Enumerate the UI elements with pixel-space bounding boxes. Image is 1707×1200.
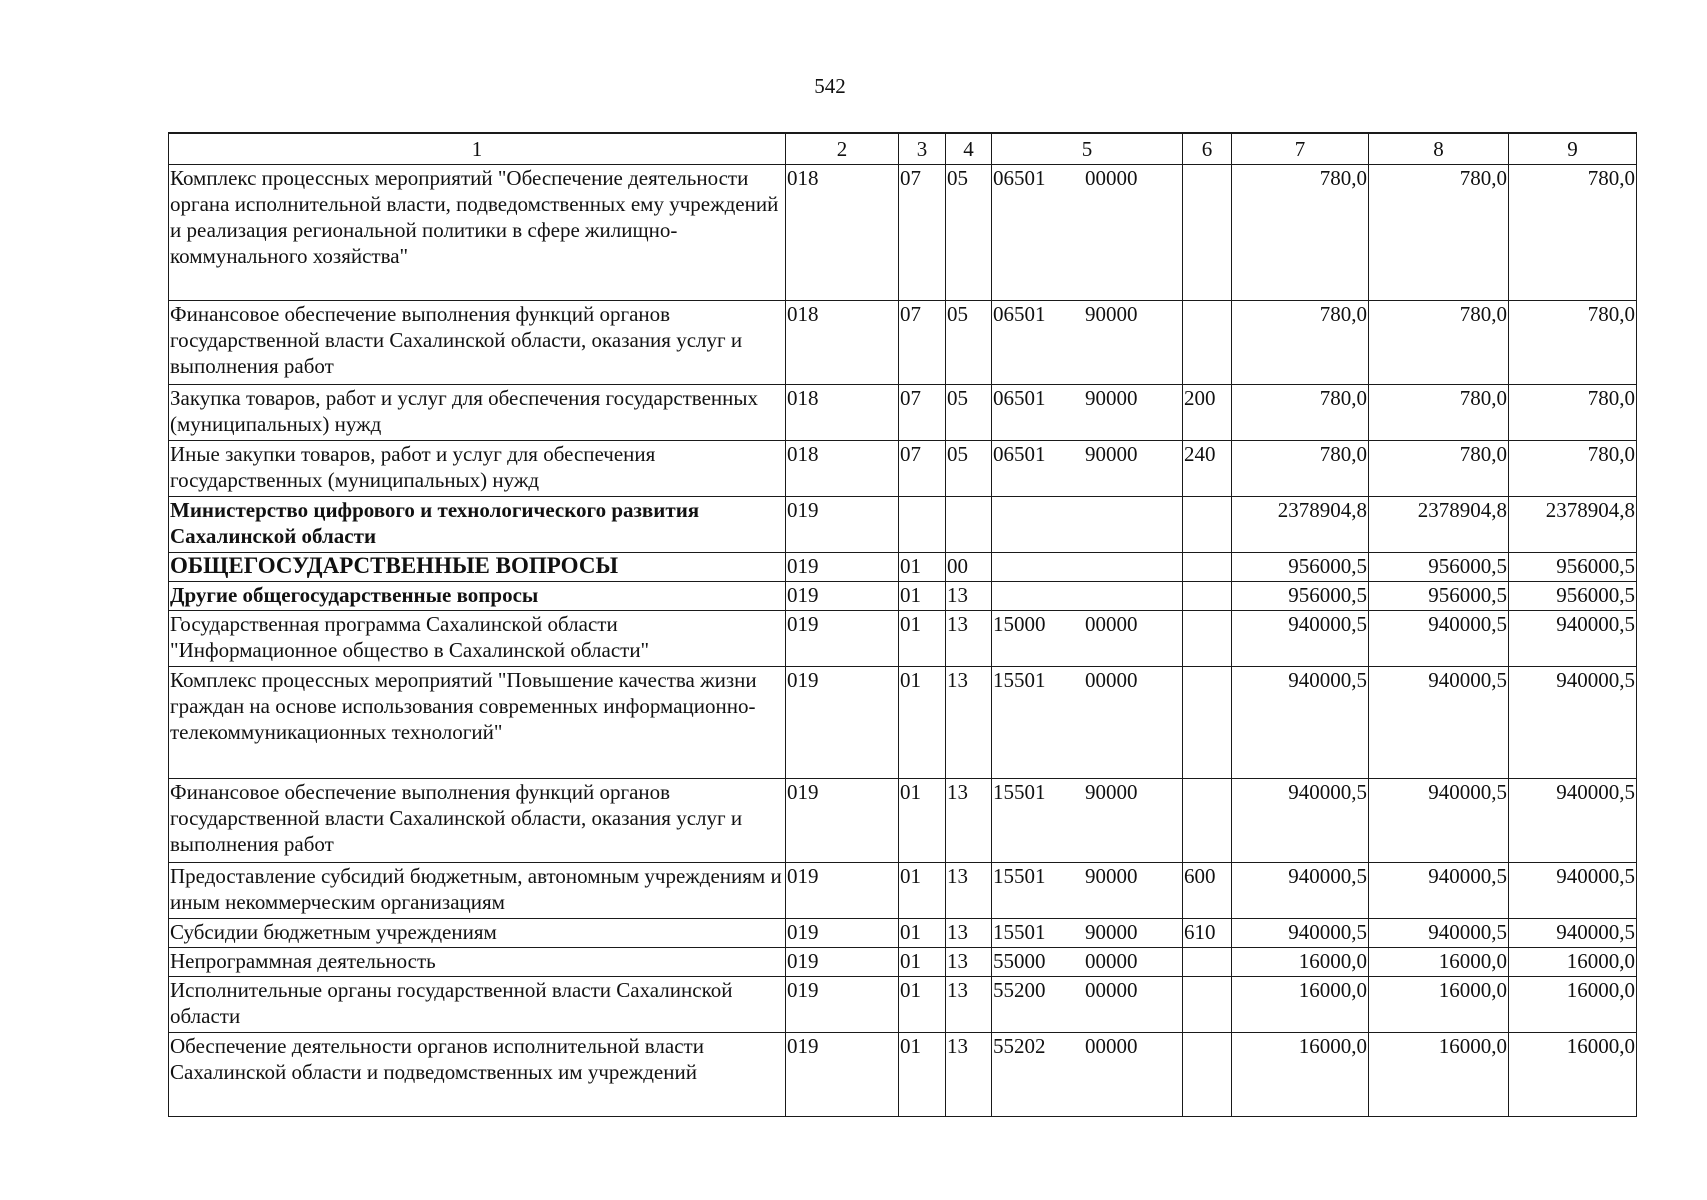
column-header: 1: [169, 133, 786, 165]
column-header: 5: [992, 133, 1183, 165]
admin-code-cell: 019: [786, 1033, 899, 1117]
table-row: [169, 497, 1637, 553]
amount-col8-cell: 956000,5: [1369, 582, 1509, 611]
subsection-code-cell: 05: [946, 165, 992, 301]
row-name-cell: Предоставление субсидий бюджетным, автономным учреждениям и иным некоммерческим организациям: [169, 863, 786, 919]
row-name-cell: Министерство цифрового и технологического развития Сахалинской области: [169, 497, 786, 553]
row-name-cell: ОБЩЕГОСУДАРСТВЕННЫЕ ВОПРОСЫ: [169, 553, 786, 582]
amount-col9-cell: 956000,5: [1509, 582, 1637, 611]
subsection-code-cell: 00: [946, 553, 992, 582]
admin-code-cell: 019: [786, 667, 899, 779]
amount-col7-cell: 940000,5: [1232, 667, 1369, 779]
subsection-code-cell: 13: [946, 1033, 992, 1117]
direction-code: 90000: [1085, 920, 1138, 944]
direction-code: 00000: [1085, 978, 1138, 1002]
row-name-cell: Обеспечение деятельности органов исполнительной власти Сахалинской области и подведомственных им учреждений: [169, 1033, 786, 1117]
column-header: 2: [786, 133, 899, 165]
expense-type-cell: [1183, 301, 1232, 385]
amount-col7-cell: 940000,5: [1232, 779, 1369, 863]
amount-col8-cell: 940000,5: [1369, 919, 1509, 948]
target-article-cell: [992, 301, 1183, 385]
column-header: 9: [1509, 133, 1637, 165]
expense-type-cell: 200: [1183, 385, 1232, 441]
page-number: 542: [814, 74, 846, 98]
admin-code-cell: 018: [786, 301, 899, 385]
direction-code: 90000: [1085, 864, 1138, 888]
amount-col8-cell: 16000,0: [1369, 948, 1509, 977]
program-code: 06501: [993, 302, 1046, 326]
amount-col7-cell: 956000,5: [1232, 582, 1369, 611]
amount-col7-cell: 780,0: [1232, 165, 1369, 301]
section-code-cell: 01: [899, 582, 946, 611]
subsection-code-cell: [946, 497, 992, 553]
amount-col7-cell: 780,0: [1232, 301, 1369, 385]
section-code-cell: 07: [899, 441, 946, 497]
amount-col9-cell: 940000,5: [1509, 863, 1637, 919]
amount-col9-cell: 940000,5: [1509, 611, 1637, 667]
program-code: 15501: [993, 920, 1046, 944]
amount-col9-cell: 780,0: [1509, 385, 1637, 441]
direction-code: 00000: [1085, 166, 1138, 190]
row-name-cell: Иные закупки товаров, работ и услуг для обеспечения государственных (муниципальных) нужд: [169, 441, 786, 497]
subsection-code-cell: 13: [946, 582, 992, 611]
program-code: 15501: [993, 864, 1046, 888]
target-article-cell: [992, 553, 1183, 582]
expense-type-cell: 240: [1183, 441, 1232, 497]
table-row: [169, 441, 1637, 497]
amount-col9-cell: 780,0: [1509, 441, 1637, 497]
row-name-cell: Финансовое обеспечение выполнения функций органов государственной власти Сахалинской области, оказания услуг и выполнения работ: [169, 779, 786, 863]
amount-col7-cell: 940000,5: [1232, 863, 1369, 919]
target-article-cell: [992, 611, 1183, 667]
section-code-cell: 01: [899, 553, 946, 582]
admin-code-cell: 019: [786, 919, 899, 948]
amount-col9-cell: 956000,5: [1509, 553, 1637, 582]
header-row: [169, 133, 1637, 165]
section-code-cell: 01: [899, 977, 946, 1033]
table-row: [169, 611, 1637, 667]
program-code: 15501: [993, 668, 1046, 692]
direction-code: 90000: [1085, 780, 1138, 804]
section-code-cell: 07: [899, 165, 946, 301]
amount-col9-cell: 780,0: [1509, 165, 1637, 301]
expense-type-cell: [1183, 553, 1232, 582]
target-article-cell: [992, 1033, 1183, 1117]
subsection-code-cell: 05: [946, 301, 992, 385]
target-article-cell: [992, 497, 1183, 553]
admin-code-cell: 018: [786, 165, 899, 301]
section-code-cell: 01: [899, 863, 946, 919]
admin-code-cell: 019: [786, 948, 899, 977]
table-row: [169, 582, 1637, 611]
admin-code-cell: 019: [786, 497, 899, 553]
table-row: [169, 553, 1637, 582]
subsection-code-cell: 13: [946, 919, 992, 948]
table-row: [169, 863, 1637, 919]
expense-type-cell: [1183, 611, 1232, 667]
amount-col7-cell: 780,0: [1232, 441, 1369, 497]
table-row: [169, 1033, 1637, 1117]
column-header: 6: [1183, 133, 1232, 165]
amount-col9-cell: 780,0: [1509, 301, 1637, 385]
amount-col9-cell: 940000,5: [1509, 919, 1637, 948]
program-code: 55202: [993, 1034, 1046, 1058]
program-code: 55200: [993, 978, 1046, 1002]
target-article-cell: [992, 667, 1183, 779]
target-article-cell: [992, 919, 1183, 948]
section-code-cell: 01: [899, 611, 946, 667]
amount-col9-cell: 16000,0: [1509, 977, 1637, 1033]
amount-col7-cell: 956000,5: [1232, 553, 1369, 582]
target-article-cell: [992, 863, 1183, 919]
expense-type-cell: [1183, 582, 1232, 611]
subsection-code-cell: 13: [946, 779, 992, 863]
expense-type-cell: 610: [1183, 919, 1232, 948]
amount-col7-cell: 2378904,8: [1232, 497, 1369, 553]
amount-col7-cell: 940000,5: [1232, 919, 1369, 948]
direction-code: 00000: [1085, 949, 1138, 973]
admin-code-cell: 019: [786, 863, 899, 919]
subsection-code-cell: 05: [946, 441, 992, 497]
column-header: 8: [1369, 133, 1509, 165]
amount-col8-cell: 780,0: [1369, 385, 1509, 441]
amount-col8-cell: 780,0: [1369, 165, 1509, 301]
row-name-cell: Закупка товаров, работ и услуг для обеспечения государственных (муниципальных) нужд: [169, 385, 786, 441]
table-row: [169, 779, 1637, 863]
direction-code: 90000: [1085, 442, 1138, 466]
amount-col7-cell: 16000,0: [1232, 1033, 1369, 1117]
direction-code: 00000: [1085, 668, 1138, 692]
target-article-cell: [992, 165, 1183, 301]
program-code: 55000: [993, 949, 1046, 973]
table-row: [169, 385, 1637, 441]
admin-code-cell: 019: [786, 977, 899, 1033]
table-row: [169, 301, 1637, 385]
subsection-code-cell: 13: [946, 948, 992, 977]
row-name-cell: Субсидии бюджетным учреждениям: [169, 919, 786, 948]
amount-col8-cell: 940000,5: [1369, 779, 1509, 863]
direction-code: 90000: [1085, 302, 1138, 326]
amount-col7-cell: 940000,5: [1232, 611, 1369, 667]
section-code-cell: 07: [899, 385, 946, 441]
admin-code-cell: 019: [786, 553, 899, 582]
amount-col8-cell: 940000,5: [1369, 611, 1509, 667]
amount-col9-cell: 940000,5: [1509, 779, 1637, 863]
program-code: 15501: [993, 780, 1046, 804]
table-row: [169, 948, 1637, 977]
section-code-cell: 01: [899, 919, 946, 948]
admin-code-cell: 019: [786, 779, 899, 863]
direction-code: 90000: [1085, 386, 1138, 410]
row-name-cell: Другие общегосударственные вопросы: [169, 582, 786, 611]
table-row: [169, 977, 1637, 1033]
row-name-cell: Комплекс процессных мероприятий "Повышение качества жизни граждан на основе использования современных информационно-телекоммуникационных технологий": [169, 667, 786, 779]
amount-col9-cell: 16000,0: [1509, 1033, 1637, 1117]
amount-col8-cell: 780,0: [1369, 301, 1509, 385]
admin-code-cell: 019: [786, 611, 899, 667]
expense-type-cell: [1183, 779, 1232, 863]
admin-code-cell: 018: [786, 385, 899, 441]
amount-col9-cell: 940000,5: [1509, 667, 1637, 779]
amount-col8-cell: 956000,5: [1369, 553, 1509, 582]
expense-type-cell: [1183, 948, 1232, 977]
expense-type-cell: [1183, 1033, 1232, 1117]
expense-type-cell: [1183, 977, 1232, 1033]
subsection-code-cell: 13: [946, 667, 992, 779]
table-row: [169, 667, 1637, 779]
column-header: 4: [946, 133, 992, 165]
amount-col8-cell: 2378904,8: [1369, 497, 1509, 553]
admin-code-cell: 019: [786, 582, 899, 611]
target-article-cell: [992, 582, 1183, 611]
row-name-cell: Непрограммная деятельность: [169, 948, 786, 977]
table-row: [169, 165, 1637, 301]
amount-col7-cell: 780,0: [1232, 385, 1369, 441]
direction-code: 00000: [1085, 612, 1138, 636]
section-code-cell: 01: [899, 1033, 946, 1117]
expense-type-cell: [1183, 497, 1232, 553]
expense-type-cell: [1183, 165, 1232, 301]
section-code-cell: 01: [899, 779, 946, 863]
program-code: 15000: [993, 612, 1046, 636]
section-code-cell: 07: [899, 301, 946, 385]
table-row: [169, 919, 1637, 948]
row-name-cell: Комплекс процессных мероприятий "Обеспечение деятельности органа исполнительной власти, подведомственных ему учреждений и реализация региональной политики в сфере жилищно-коммунального хозяйства": [169, 165, 786, 301]
subsection-code-cell: 13: [946, 863, 992, 919]
amount-col8-cell: 780,0: [1369, 441, 1509, 497]
expense-type-cell: [1183, 667, 1232, 779]
amount-col7-cell: 16000,0: [1232, 948, 1369, 977]
target-article-cell: [992, 779, 1183, 863]
direction-code: 00000: [1085, 1034, 1138, 1058]
target-article-cell: [992, 977, 1183, 1033]
program-code: 06501: [993, 442, 1046, 466]
target-article-cell: [992, 385, 1183, 441]
table-body: [169, 165, 1637, 1117]
program-code: 06501: [993, 386, 1046, 410]
amount-col9-cell: 2378904,8: [1509, 497, 1637, 553]
column-header: 7: [1232, 133, 1369, 165]
target-article-cell: [992, 441, 1183, 497]
subsection-code-cell: 13: [946, 977, 992, 1033]
expense-type-cell: 600: [1183, 863, 1232, 919]
row-name-cell: Государственная программа Сахалинской области "Информационное общество в Сахалинской области": [169, 611, 786, 667]
section-code-cell: 01: [899, 667, 946, 779]
target-article-cell: [992, 948, 1183, 977]
column-header: 3: [899, 133, 946, 165]
amount-col9-cell: 16000,0: [1509, 948, 1637, 977]
budget-table: [168, 132, 1637, 1117]
subsection-code-cell: 13: [946, 611, 992, 667]
amount-col8-cell: 940000,5: [1369, 863, 1509, 919]
amount-col7-cell: 16000,0: [1232, 977, 1369, 1033]
program-code: 06501: [993, 166, 1046, 190]
amount-col8-cell: 940000,5: [1369, 667, 1509, 779]
row-name-cell: Финансовое обеспечение выполнения функций органов государственной власти Сахалинской области, оказания услуг и выполнения работ: [169, 301, 786, 385]
amount-col8-cell: 16000,0: [1369, 1033, 1509, 1117]
section-code-cell: [899, 497, 946, 553]
row-name-cell: Исполнительные органы государственной власти Сахалинской области: [169, 977, 786, 1033]
amount-col8-cell: 16000,0: [1369, 977, 1509, 1033]
admin-code-cell: 018: [786, 441, 899, 497]
section-code-cell: 01: [899, 948, 946, 977]
subsection-code-cell: 05: [946, 385, 992, 441]
